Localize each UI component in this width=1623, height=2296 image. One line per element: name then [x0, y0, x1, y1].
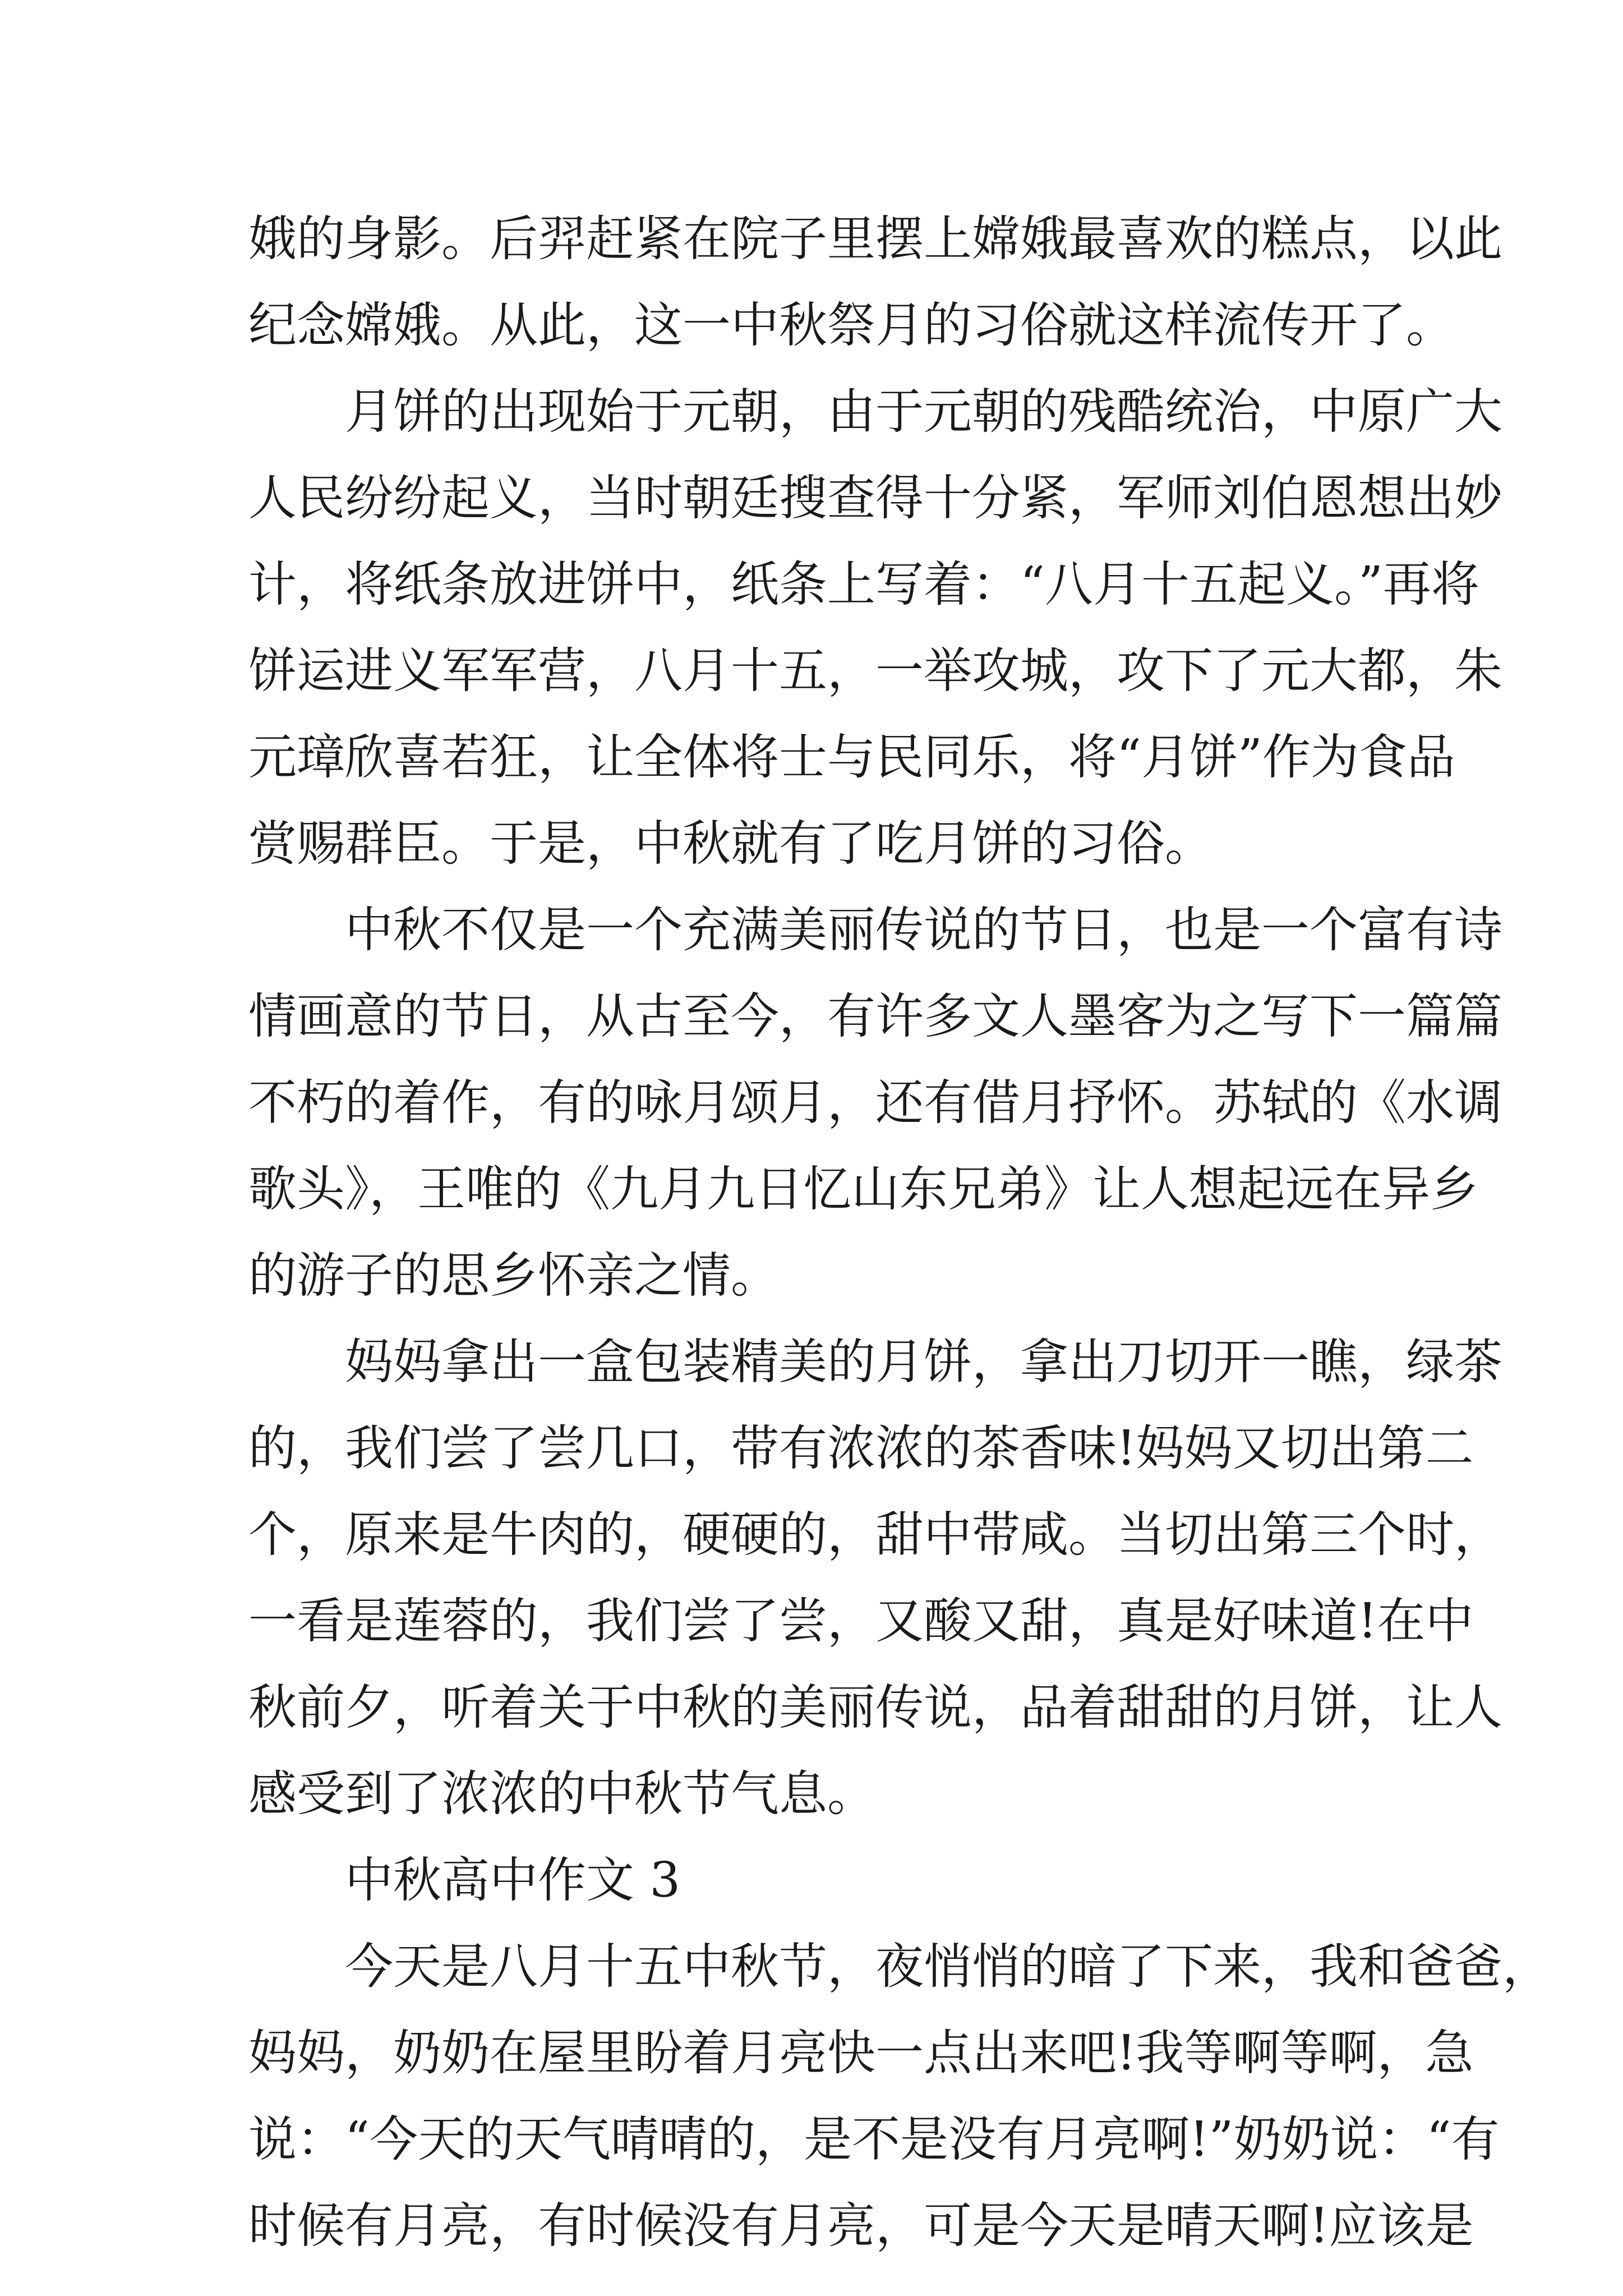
text-line: 时候有月亮，有时候没有月亮，可是今天是晴天啊!应该是	[248, 2198, 1474, 2254]
paragraph-first-line: 中秋不仅是一个充满美丽传说的节日，也是一个富有诗	[345, 902, 1502, 958]
essay-text	[248, 196, 1551, 2269]
text-line: 情画意的节日，从古至今，有许多文人墨客为之写下一篇篇	[248, 988, 1502, 1045]
paragraph-first-line: 今天是八月十五中秋节，夜悄悄的暗了下来，我和爸爸，	[345, 1939, 1551, 1995]
text-line: 纪念嫦娥。从此，这一中秋祭月的习俗就这样流传开了。	[248, 297, 1454, 353]
text-line: 个，原来是牛肉的，硬硬的，甜中带咸。当切出第三个时，	[248, 1507, 1502, 1563]
paragraph-first-line: 月饼的出现始于元朝，由于元朝的残酷统治，中原广大	[345, 384, 1502, 440]
text-line: 感受到了浓浓的中秋节气息。	[248, 1766, 875, 1822]
paragraph-first-line: 妈妈拿出一盒包装精美的月饼，拿出刀切开一瞧，绿茶	[345, 1334, 1502, 1390]
text-line: 计，将纸条放进饼中，纸条上写着：“八月十五起义。”再将	[248, 556, 1479, 613]
section-heading: 中秋高中作文 3	[345, 1852, 681, 1908]
text-line: 的游子的思乡怀亲之情。	[248, 1248, 779, 1304]
text-line: 娥的身影。后羿赶紧在院子里摆上嫦娥最喜欢的糕点，以此	[248, 211, 1502, 267]
text-line: 赏赐群臣。于是，中秋就有了吃月饼的习俗。	[248, 816, 1213, 872]
text-line: 的，我们尝了尝几口，带有浓浓的茶香味!妈妈又切出第二	[248, 1420, 1474, 1476]
text-line: 说：“今天的天气晴晴的，是不是没有月亮啊!”奶奶说：“有	[248, 2111, 1500, 2168]
text-line: 秋前夕，听着关于中秋的美丽传说，品着甜甜的月饼，让人	[248, 1680, 1502, 1736]
text-line: 人民纷纷起义，当时朝廷搜查得十分紧，军师刘伯恩想出妙	[248, 470, 1502, 526]
text-line: 元璋欣喜若狂，让全体将士与民同乐，将“月饼”作为食品	[248, 729, 1455, 785]
text-line: 一看是莲蓉的，我们尝了尝，又酸又甜，真是好味道!在中	[248, 1593, 1474, 1649]
text-line: 不朽的着作，有的咏月颂月，还有借月抒怀。苏轼的《水调	[248, 1075, 1502, 1131]
text-line: 妈妈，奶奶在屋里盼着月亮快一点出来吧!我等啊等啊，急	[248, 2025, 1474, 2081]
text-line: 饼运进义军军营，八月十五，一举攻城，攻下了元大都，朱	[248, 643, 1502, 699]
text-line: 歌头》，王唯的《九月九日忆山东兄弟》让人想起远在异乡	[248, 1161, 1478, 1217]
